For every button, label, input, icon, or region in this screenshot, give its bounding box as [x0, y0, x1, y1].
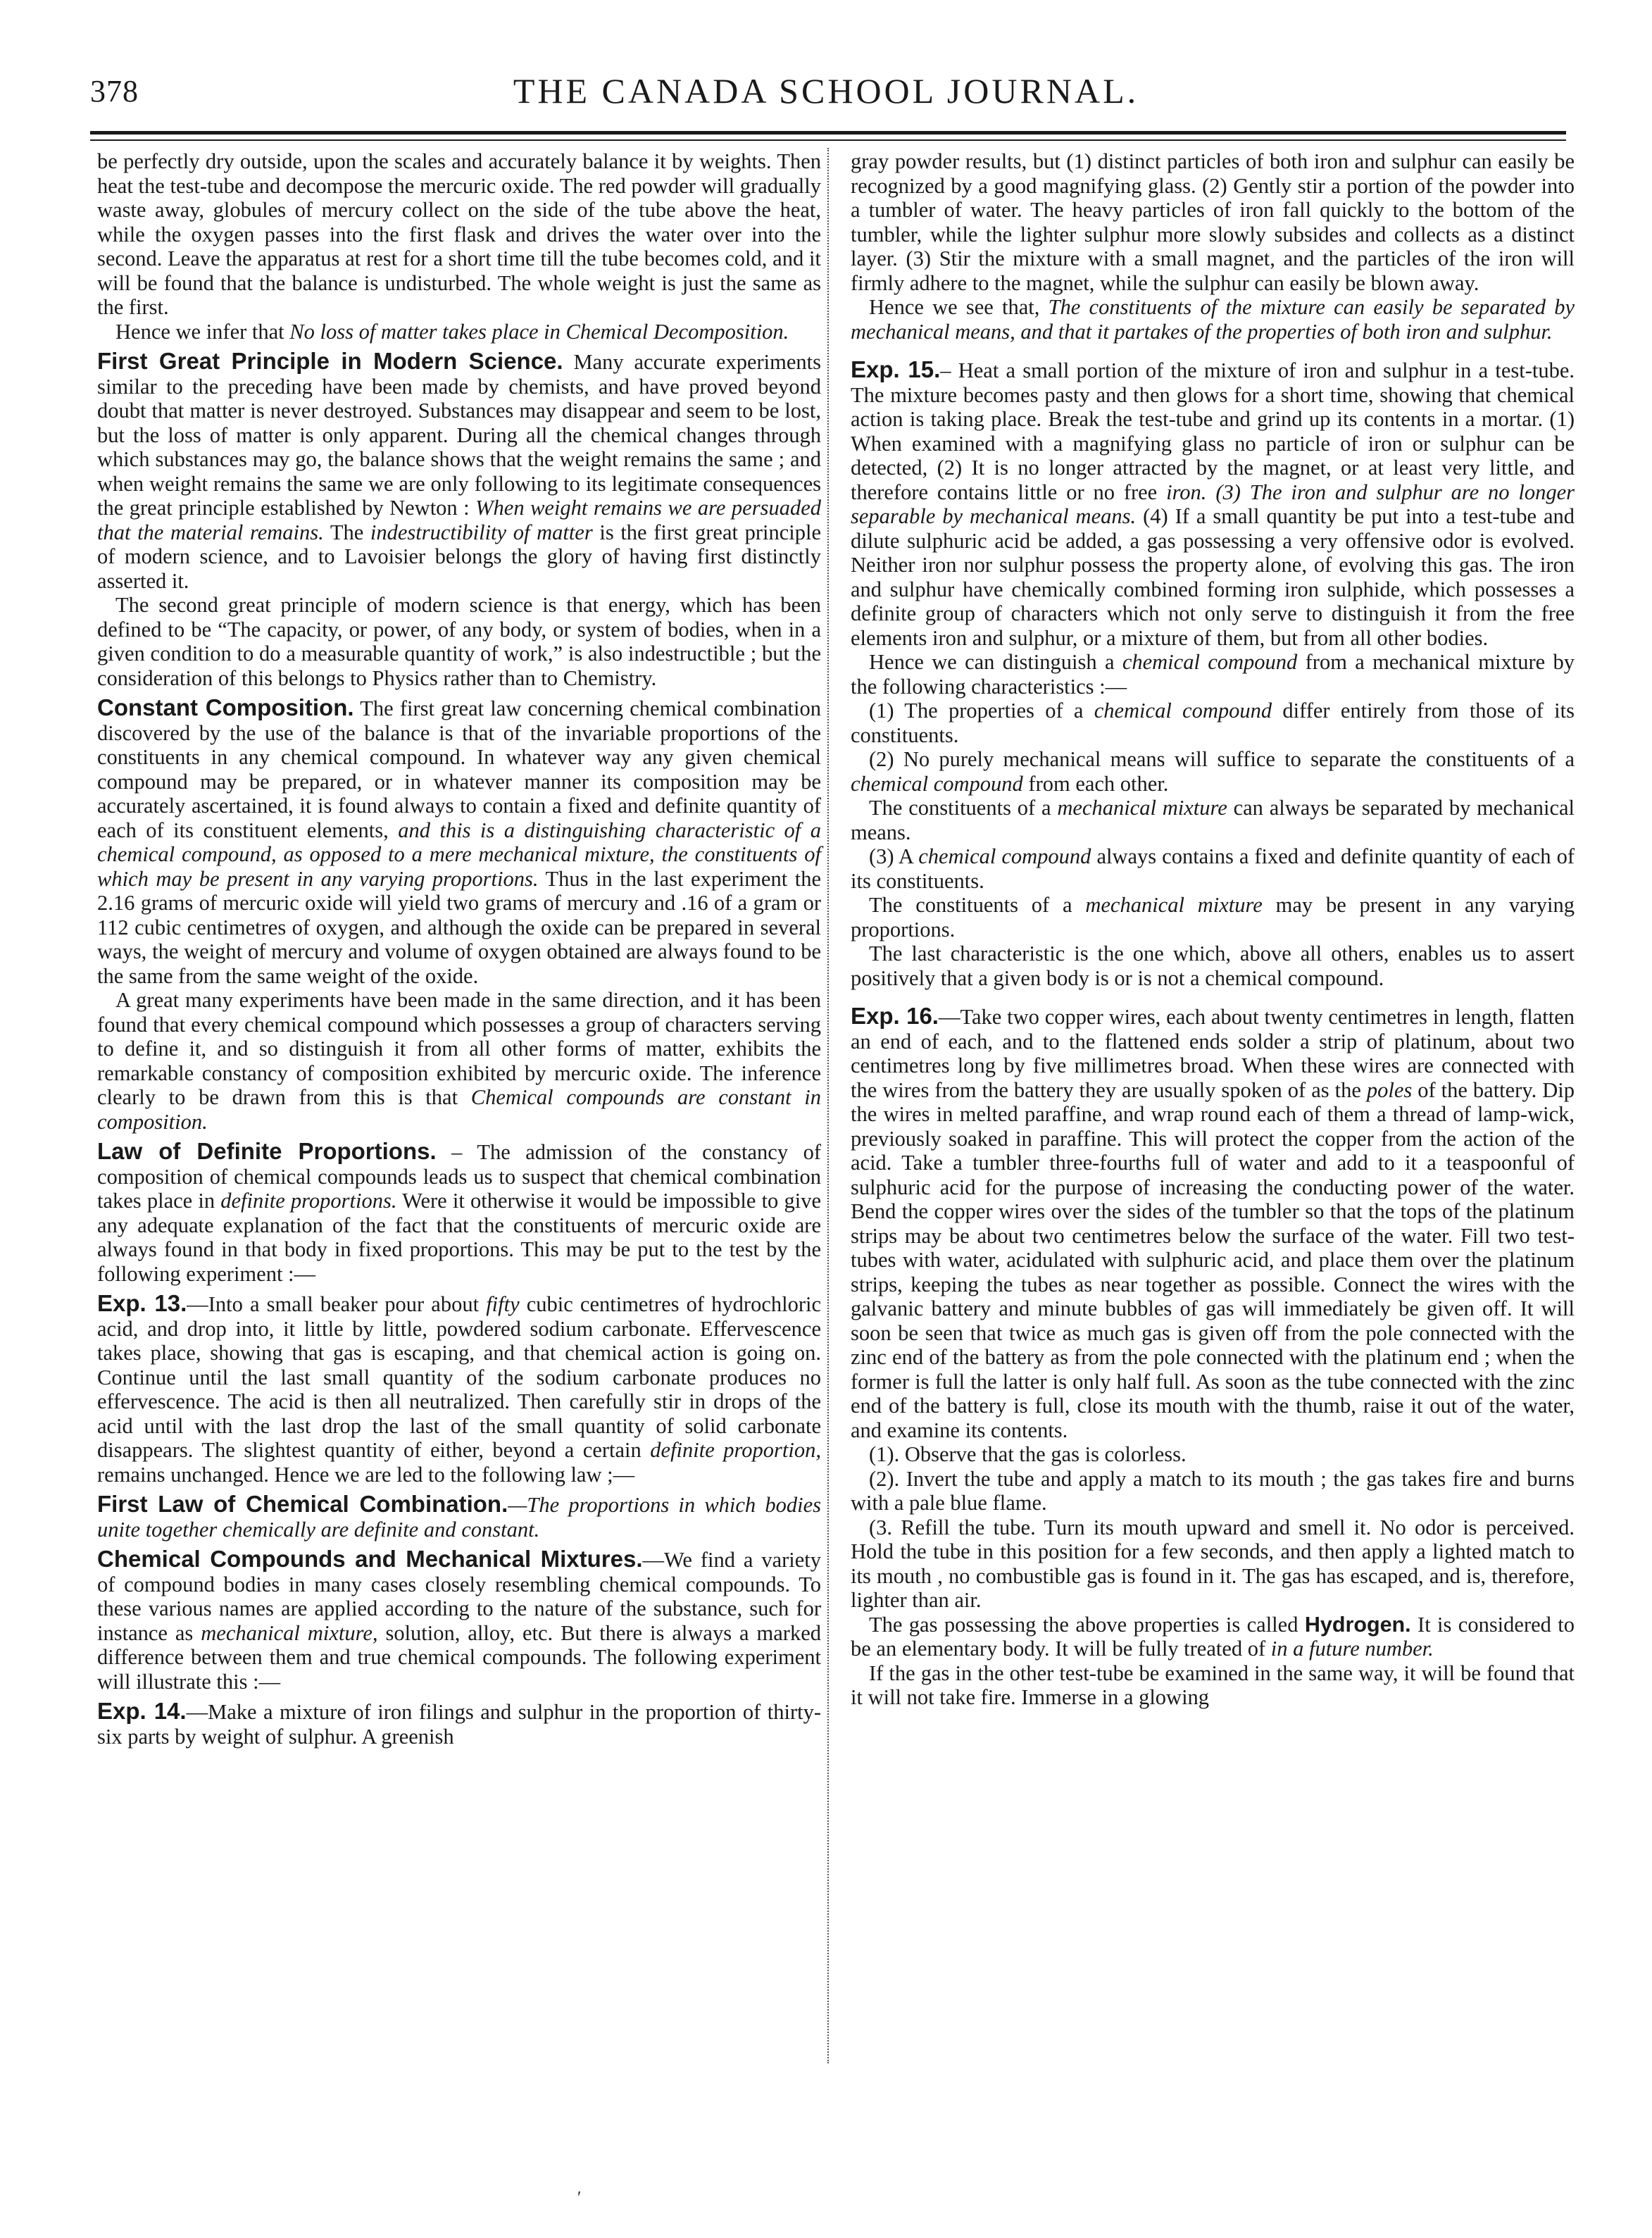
italic-text: definite proportions.	[220, 1189, 397, 1213]
text: —Into a small beaker pour about	[187, 1292, 487, 1316]
paragraph: be perfectly dry outside, upon the scales and accurately balance it by weights. Then heat the test-tube and decompose the mercuric oxide. The red powder will gradually waste away, globules of mercury collect on the side of the tube above the heat, while the oxygen passes into the first flask and drives the water over into the second. Leave the apparatus at rest for a short time till the tube becomes cold, and it will be found that the balance is undisturbed. The whole weight is just the same as the first.	[97, 149, 821, 319]
footer-mark: ′	[577, 2189, 582, 2207]
paragraph	[851, 1004, 1575, 1442]
paragraph	[97, 988, 821, 1134]
right-column	[851, 149, 1575, 1710]
section-heading: First Great Principle in Modern Science.	[97, 348, 563, 374]
text: Hence we infer that	[115, 319, 290, 344]
text: cubic centimetres of hydrochloric acid, and drop into, it little by little, powdered sodium carbonate. Effervescence takes place, showing that gas is escaping, and that chemical action is going on. Continue until the last small quantity of the sodium carbonate produces no effervescence. The acid is then all neutralized. Then carefully stir in drops of the acid until with the last drop the last of the small quantity of solid carbonate disappears. The slightest quantity of either, beyond a certain	[97, 1292, 821, 1462]
text: The first great law concerning chemical combination discovered by the use of the balance is that of the invariable proportions of the constituents in any chemical compound. In whatever way any given chemical compound may be prepared, or in whatever manner its composition may be accurately ascertained, it is found always to contain a fixed and definite quantity of each of its constituent elements,	[97, 696, 821, 842]
italic-text: fifty	[486, 1292, 520, 1316]
italic-text: chemical compound	[851, 771, 1023, 796]
paragraph	[851, 747, 1575, 796]
text: (2) No purely mechanical means will suffice to separate the constituents of a	[869, 747, 1575, 771]
text: solution, alloy, etc. But there is always a marked difference between them and true chemical compounds. The following experiment will illustrate this :—	[97, 1620, 821, 1694]
paragraph: (2). Invert the tube and apply a match to its mouth ; the gas takes fire and burns with a pale blue flame.	[851, 1466, 1575, 1515]
paragraph	[97, 1492, 821, 1542]
paragraph: The last characteristic is the one which, above all others, enables us to assert positively that a given body is or is not a chemical compound.	[851, 942, 1575, 990]
paragraph	[97, 1292, 821, 1487]
text: Hence we can distinguish a	[869, 650, 1122, 674]
text: (3) A	[869, 844, 919, 868]
paragraph	[97, 349, 821, 593]
text: The constituents of a	[869, 893, 1086, 917]
paragraph	[851, 1613, 1575, 1661]
experiment-heading: Exp. 15.	[851, 356, 941, 382]
text: The gas possessing the above properties is called	[869, 1612, 1305, 1637]
text: from each other.	[1022, 771, 1169, 796]
italic-text: When weight remains we are persuaded that the material remains.	[97, 496, 821, 544]
text: A great many experiments have been made in the same direction, and it has been found that every chemical compound which possesses a group of characters serving to define it, and so distinguish it from all other forms of matter, exhibits the remarkable constancy of composition exhibited by mercuric oxide. The inference clearly to be drawn from this is that	[97, 988, 821, 1109]
paragraph	[851, 796, 1575, 844]
section-heading: Chemical Compounds and Mechanical Mixtures.	[97, 1546, 643, 1572]
paragraph: If the gas in the other test-tube be examined in the same way, it will be found that it will not take fire. Immerse in a glowing	[851, 1661, 1575, 1709]
header-rule-thick	[90, 131, 1566, 135]
italic-text: and this is a distinguishing characteristic of a chemical compound, as opposed to a mere mechanical mixture, the constituents of which may be present in any varying proportions.	[97, 818, 821, 891]
italic-text: Chemical compounds are constant in composition.	[97, 1085, 821, 1134]
italic-text: mechanical mixture	[1057, 796, 1227, 820]
paragraph	[97, 1547, 821, 1694]
experiment-heading: Exp. 16.	[851, 1003, 939, 1029]
paragraph	[851, 699, 1575, 747]
running-head: THE CANADA SCHOOL JOURNAL.	[513, 71, 1139, 111]
paragraph: gray powder results, but (1) distinct particles of both iron and sulphur can easily be recognized by a good magnifying glass. (2) Gently stir a portion of the powder into a tumbler of water. The heavy particles of iron fall quickly to the bottom of the tumbler, while the lighter sulphur more slowly subsides and collects as a distinct layer. (3) Stir the mixture with a small magnet, and the particles of the iron will firmly adhere to the magnet, while the sulphur can easily be blown away.	[851, 149, 1575, 295]
left-column	[97, 149, 821, 1749]
text: Thus in the last experiment the 2.16 grams of mercuric oxide will yield two grams of mercury and .16 of a gram or 112 cubic centimetres of oxygen, and although the oxide can be prepared in several ways, the weight of mercury and volume of oxygen obtained are always found to be the same from the same weight of the oxide.	[97, 866, 821, 988]
italic-text: indestructibility of matter	[370, 520, 593, 544]
text: The constituents of a	[869, 796, 1058, 820]
italic-text: mechanical mixture,	[201, 1620, 378, 1645]
text: of the battery. Dip the wires in melted paraffine, and wrap round each of them a thread of lamp-wick, previously soaked in paraffine. This will protect the copper from the action of the acid. Take a tumbler three-fourths full of water and add to it a teaspoonful of sulphuric acid for the purpose of increasing the conducting power of the water. Bend the copper wires over the sides of the tumbler so that the tops of the platinum strips may be about two centimetres below the surface of the water. Fill two test-tubes with water, acidulated with sulphuric acid, and place them over the platinum strips, keeping the tubes as near together as possible. Connect the wires with the galvanic battery and minute bubbles of gas will immediately be given off. It will soon be seen that twice as much gas is given off from the pole connected with the zinc end of the battery as from the pole connected with the platinum end ; when the former is full the latter is only half full. As soon as the tube connected with the zinc end of the battery is full, close its mouth with the thumb, raise it out of the water, and examine its contents.	[851, 1077, 1575, 1442]
italic-text: chemical compound	[918, 844, 1091, 868]
text: – The admission of the constancy of composition of chemical compounds leads us to suspect that chemical combination takes place in	[97, 1140, 821, 1213]
paragraph	[851, 650, 1575, 699]
paragraph	[851, 893, 1575, 942]
text: is the first great principle of modern science, and to Lavoisier belongs the glory of having first distinctly asserted it.	[97, 520, 821, 593]
text: Hence we see that,	[869, 295, 1049, 319]
italic-text: No loss of matter takes place in Chemical Decomposition.	[289, 319, 789, 344]
column-divider	[827, 148, 829, 2063]
text: —Make a mixture of iron filings and sulphur in the proportion of thirty-six parts by weight of sulphur. A greenish	[97, 1700, 822, 1749]
italic-text: poles	[1366, 1077, 1413, 1102]
page-number: 378	[90, 74, 139, 108]
text: Many accurate experiments similar to the preceding have been made by chemists, and have proved beyond doubt that matter is never destroyed. Substances may disappear and seem to be lost, but the loss of matter is only apparent. During all the chemical changes through which substances may go, the balance shows that the weight remains the same ; and when weight remains the same we are only following to its legitimate consequences the great principle established by Newton :	[97, 350, 821, 520]
paragraph: The second great principle of modern science is that energy, which has been defined to be “The capacity, or power, of any body, or system of bodies, when in a given condition to do a measurable quantity of work,” is also indestructible ; but the consideration of this belongs to Physics rather than to Chemistry.	[97, 593, 821, 690]
experiment-heading: Exp. 13.	[97, 1290, 187, 1316]
text: —Take two copper wires, each about twenty centimetres in length, flatten an end of each, and to the flattened ends solder a strip of platinum, about two centimetres long by five millimetres broad. When these wires are connected with the wires from the battery they are usually spoken of as the	[851, 1005, 1575, 1102]
text: differ entirely from those of its constituents.	[851, 699, 1575, 747]
italic-text: The constituents of the mixture can easily be separated by mechanical means, and that it partakes of the properties of both iron and sulphur.	[851, 295, 1575, 344]
section-heading: First Law of Chemical Combination.	[97, 1491, 508, 1517]
italic-text: iron.	[1166, 480, 1207, 504]
paragraph	[97, 1139, 821, 1286]
paragraph: (3. Refill the tube. Turn its mouth upward and smell it. No odor is perceived. Hold the tube in this position for a few seconds, and then apply a lighted match to its mouth , no combustible gas is found in it. The gas has escaped, and is, therefore, lighter than air.	[851, 1515, 1575, 1612]
paragraph: (1). Observe that the gas is colorless.	[869, 1442, 1187, 1466]
text	[1206, 480, 1215, 504]
text: may be present in any varying proportions.	[851, 893, 1575, 942]
section-heading: Constant Composition.	[97, 694, 354, 720]
text: can always be separated by mechanical means.	[851, 796, 1575, 844]
text: from a mechanical mixture by the following characteristics :—	[851, 650, 1575, 699]
text: always contains a fixed and definite quantity of each of its constituents.	[851, 844, 1575, 893]
italic-text: —The proportions in which bodies unite together chemically are definite and constant.	[97, 1493, 821, 1542]
experiment-heading: Exp. 14.	[97, 1698, 187, 1724]
section-heading: Law of Definite Proportions.	[97, 1138, 437, 1164]
text: – Heat a small portion of the mixture of iron and sulphur in a test-tube. The mixture becomes pasty and then glows for a short time, showing that chemical action is taking place. Break the test-tube and grind up its contents in a mortar. (1) When examined with a magnifying glass no particle of iron or sulphur can be detected, (2) It is no longer attracted by the magnet, or at least very little, and therefore contains little or no free	[851, 358, 1575, 504]
text: It is considered to be an elementary body. It will be fully treated of	[851, 1612, 1575, 1661]
paragraph	[851, 295, 1575, 344]
text: Were it otherwise it would be impossible to give any adequate explanation of the fact that the constituents of mercuric oxide are always found in that body in fixed proportions. This may be put to the test by the following experiment :—	[97, 1189, 821, 1286]
italic-text: (3) The iron and sulphur are no longer separable by mechanical means.	[851, 480, 1575, 528]
italic-text: chemical compound	[1122, 650, 1298, 674]
header-rule-thin	[90, 139, 1566, 141]
text: The	[323, 520, 370, 544]
text: remains unchanged. Hence we are led to the following law ;—	[97, 1462, 635, 1487]
italic-text: mechanical mixture	[1085, 893, 1263, 917]
text: (1) The properties of a	[869, 699, 1094, 723]
paragraph	[851, 844, 1575, 893]
text: (4) If a small quantity be put into a test-tube and dilute sulphuric acid be added, a gas possessing a very offensive odor is evolved. Neither iron nor sulphur possess the property alone, of evolving this gas. The iron and sulphur have chemically combined forming iron sulphide, which possesses a definite group of characters which not only serve to distinguish it from the free elements iron and sulphur, or a mixture of them, but from all other bodies.	[851, 504, 1575, 650]
italic-text: chemical compound	[1094, 699, 1272, 723]
paragraph	[97, 320, 821, 344]
paragraph	[97, 696, 821, 988]
paragraph	[851, 358, 1575, 650]
paragraph	[97, 1699, 821, 1749]
italic-text: in a future number.	[1270, 1637, 1434, 1661]
italic-text: definite proportion,	[650, 1438, 821, 1462]
text: —We find a variety of compound bodies in many cases closely resembling chemical compounds. To these various names are applied according to the nature of the substance, such for instance as	[97, 1548, 822, 1645]
element-name: Hydrogen.	[1304, 1612, 1411, 1637]
